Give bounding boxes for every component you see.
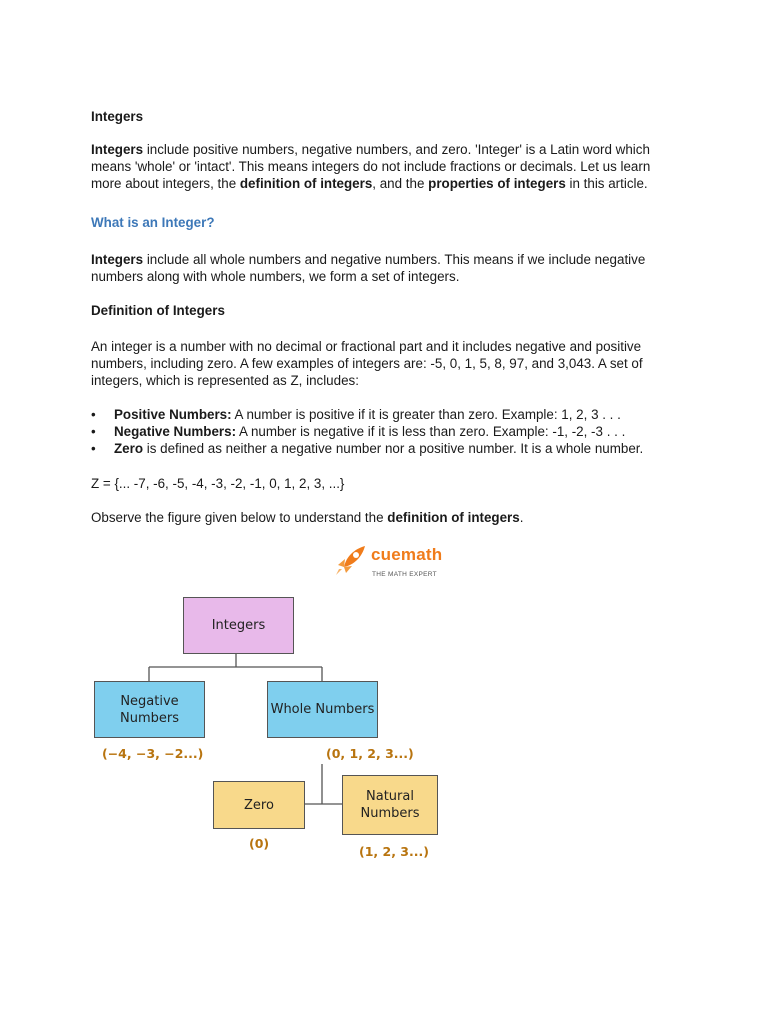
what-bold-integers: Integers <box>91 252 144 267</box>
intro-text-2: , and the <box>372 176 429 191</box>
negative-numbers-node: Negative Numbers <box>94 681 205 738</box>
list-item-term: Zero <box>114 441 144 456</box>
natural-numbers-node: Natural Numbers <box>342 775 438 835</box>
observe-bold: definition of integers <box>387 510 520 525</box>
natural-numbers-example: (1, 2, 3...) <box>359 844 429 859</box>
bullet-icon: • <box>91 424 96 439</box>
negative-numbers-example: (−4, −3, −2...) <box>102 746 204 761</box>
integers-node: Integers <box>183 597 294 654</box>
intro-bold-definition: definition of integers <box>239 176 373 191</box>
intro-text-3: in this article. <box>565 176 648 191</box>
intro-bold-integers: Integers <box>91 142 144 157</box>
whole-numbers-example: (0, 1, 2, 3...) <box>326 746 414 761</box>
list-item-text: A number is positive if it is greater than zero. Example: 1, 2, 3 . . . <box>231 407 621 422</box>
definition-paragraph: An integer is a number with no decimal or fractional part and it includes negative and positive numbers, including zero. A few examples of integers are: -5, 0, 1, 5, 8, 97, and 3,043. A set of integers, which is represented as Z, includes: <box>91 339 643 388</box>
logo-wordmark: cuemath <box>371 545 443 564</box>
bullet-icon: • <box>91 441 96 456</box>
section-heading-what-is: What is an Integer? <box>91 215 215 230</box>
observe-text-1: Observe the figure given below to understand the <box>91 510 388 525</box>
list-item-text: A number is negative if it is less than zero. Example: -1, -2, -3 . . . <box>236 424 626 439</box>
intro-text-1: include positive numbers, negative numbers, and zero. 'Integer' is a Latin word which means 'whole' or 'intact'. This means integers do not include fractions or decimals. Let us learn more about integers, the <box>91 142 651 191</box>
integer-set-notation: Z = {... -7, -6, -5, -4, -3, -2, -1, 0, 1, 2, 3, ...} <box>91 476 345 491</box>
page-title: Integers <box>91 109 144 124</box>
bullet-icon: • <box>91 407 96 422</box>
observe-text-2: . <box>519 510 524 525</box>
zero-example: (0) <box>249 836 270 851</box>
logo-tagline: THE MATH EXPERT <box>372 571 437 578</box>
zero-node: Zero <box>213 781 305 829</box>
intro-bold-properties: properties of integers <box>428 176 566 191</box>
what-text: include all whole numbers and negative numbers. This means if we include negative numbers along with whole numbers, we form a set of integers. <box>91 252 646 284</box>
list-item-text: is defined as neither a negative number nor a positive number. It is a whole number. <box>143 441 644 456</box>
whole-numbers-node: Whole Numbers <box>267 681 378 738</box>
list-item-term: Negative Numbers: <box>114 424 237 439</box>
section-heading-definition: Definition of Integers <box>91 303 225 318</box>
list-item-term: Positive Numbers: <box>114 407 232 422</box>
